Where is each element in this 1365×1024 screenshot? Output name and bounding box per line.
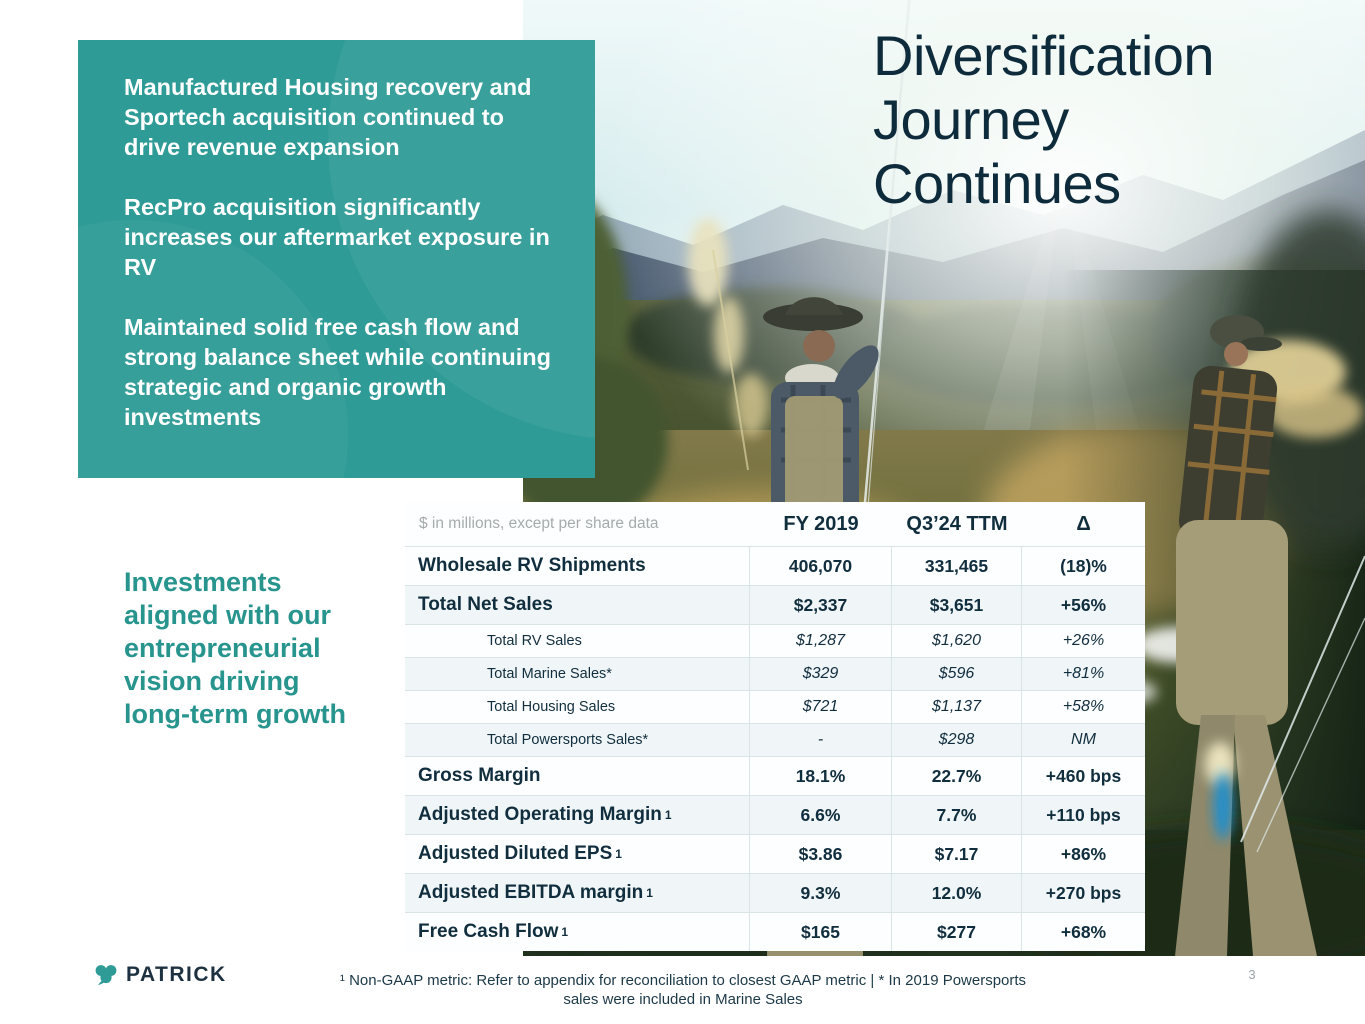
cell-value: +56% [1060,594,1107,615]
row-label: Adjusted Operating Margin 1 [405,796,750,834]
row-label: Adjusted EBITDA margin 1 [405,874,750,912]
side-message-line: vision driving [124,666,300,696]
row-label: Adjusted Diluted EPS 1 [405,835,750,873]
cell-value: 331,465 [892,547,1022,585]
cell-value: +58% [1062,698,1105,715]
cell-value: NM [1071,731,1096,748]
cell-value: +81% [1062,665,1105,682]
unit-note: $ in millions, except per share data [419,515,659,532]
highlights-panel [78,40,595,478]
table-row [405,585,1145,624]
side-message-line: Investments [124,567,282,597]
footnote-line: ¹ Non-GAAP metric: Refer to appendix for reconciliation to closest GAAP metric | * In 2019 Powersports [339,972,1027,989]
cell-value: 406,070 [750,547,892,585]
row-label: Total Net Sales [405,586,750,624]
side-message-line: aligned with our [124,600,331,630]
highlight-paragraph: RecPro acquisition significantly increases our aftermarket exposure in RV [124,194,550,280]
row-label: Total RV Sales [405,625,750,657]
cell-value: 18.1% [750,757,892,795]
table-row [405,624,1145,657]
cell-value: +270 bps [1045,882,1122,903]
footnote-line: sales were included in Marine Sales [563,991,803,1008]
cell-value: 7.7% [892,796,1022,834]
row-label: Total Housing Sales [405,691,750,723]
cell-value: $1,137 [892,691,1022,723]
page-number: 3 [1248,967,1256,982]
cell-value: $329 [750,658,892,690]
cell-value: $277 [892,913,1022,951]
cell-value: (18)% [1060,555,1107,576]
highlight-paragraph: Manufactured Housing recovery and Sportech acquisition continued to drive revenue expansion [124,74,532,160]
cell-value: +86% [1060,843,1107,864]
cell-value: +68% [1060,921,1107,942]
cell-value: $2,337 [750,586,892,624]
cell-value: +26% [1062,632,1105,649]
clover-icon [93,962,119,988]
table-body [405,547,1145,951]
cell-value: $7.17 [892,835,1022,873]
highlight-paragraph: Maintained solid free cash flow and strong balance sheet while continuing strategic and organic growth investments [124,314,551,430]
cell-value: $298 [892,724,1022,756]
footnote [283,971,1083,1009]
table-row [405,723,1145,756]
cell-value: 9.3% [750,874,892,912]
cell-value: - [750,724,892,756]
cell-value: $165 [750,913,892,951]
side-message-line: long-term growth [124,699,346,729]
table-row [405,756,1145,795]
row-label: Free Cash Flow 1 [405,913,750,951]
cell-value: $721 [750,691,892,723]
column-header-delta: Δ [1076,512,1091,535]
cell-value: $1,287 [750,625,892,657]
cell-value: $596 [892,658,1022,690]
table-row [405,690,1145,723]
column-header-q324ttm: Q3’24 TTM [906,512,1008,535]
logo-wordmark: PATRICK [126,963,227,986]
row-label: Gross Margin [405,757,750,795]
column-header-fy2019: FY 2019 [783,512,859,535]
table-row [405,657,1145,690]
table-row [405,834,1145,873]
cell-value: +110 bps [1046,804,1121,825]
cell-value: 12.0% [892,874,1022,912]
patrick-logo [93,962,227,988]
row-label: Total Powersports Sales* [405,724,750,756]
financial-table [405,502,1145,951]
slide-title-line: Continues [873,152,1121,215]
cell-value: $1,620 [892,625,1022,657]
side-message [124,566,384,731]
cell-value: +460 bps [1045,765,1122,786]
slide-title-line: Journey [873,88,1069,151]
row-label: Total Marine Sales* [405,658,750,690]
cell-value: 6.6% [750,796,892,834]
cell-value: $3,651 [892,586,1022,624]
row-label: Wholesale RV Shipments [405,547,750,585]
table-header [405,502,1145,547]
table-row [405,873,1145,912]
slide-title-line: Diversification [873,24,1215,87]
side-message-line: entrepreneurial [124,633,321,663]
highlights-text [78,40,595,432]
cell-value: $3.86 [750,835,892,873]
table-row [405,795,1145,834]
table-row [405,912,1145,951]
cell-value: 22.7% [892,757,1022,795]
slide-title [873,24,1353,216]
table-row [405,547,1145,585]
